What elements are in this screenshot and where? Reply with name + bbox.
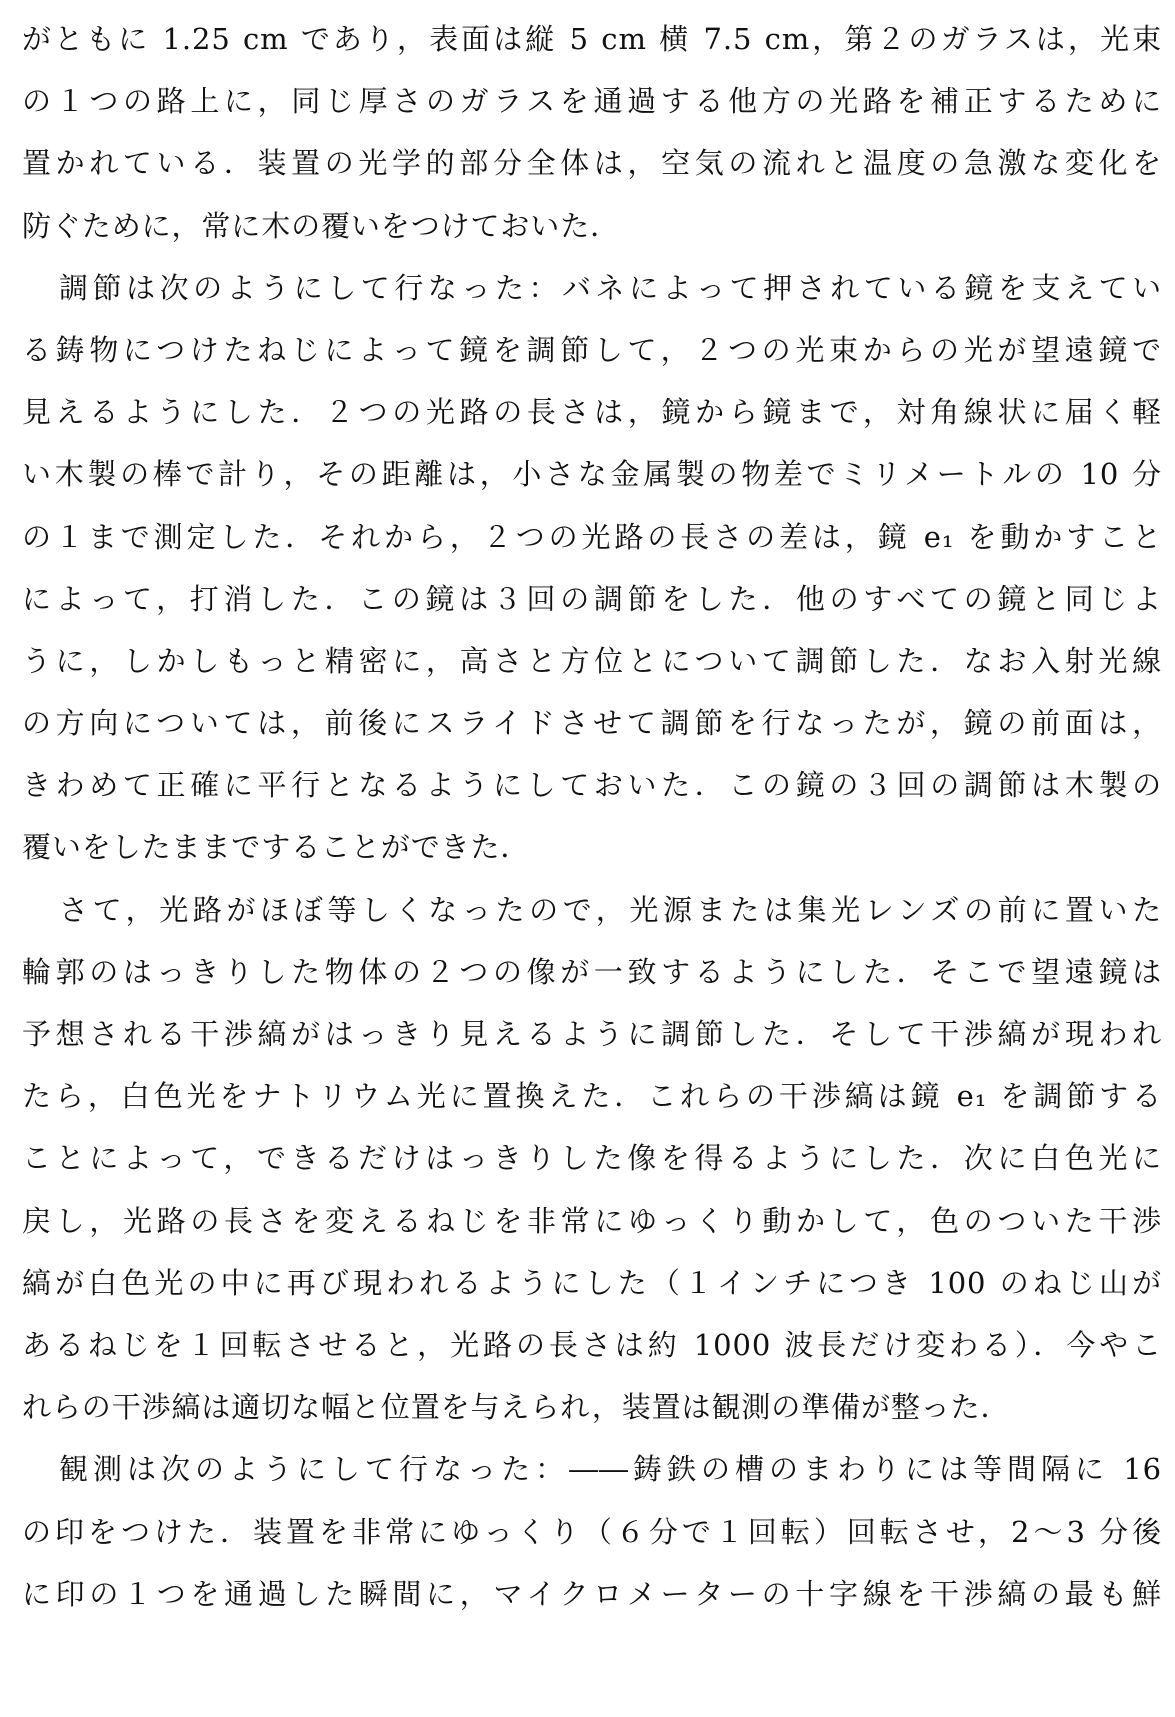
text-line: に印の１つを通過した瞬間に，マイクロメーターの十字線を干渉縞の最も鮮 (22, 1576, 1162, 1611)
text-line: さて，光路がほぼ等しくなったので，光源または集光レンズの前に置いた (59, 892, 1162, 927)
text-line: 輪郭のはっきりした物体の２つの像が一致するようにした．そこで望遠鏡は (22, 954, 1162, 989)
text-line: きわめて正確に平行となるようにしておいた．この鏡の３回の調節は木製の (22, 768, 1162, 803)
text-line: い木製の棒で計り，その距離は，小さな金属製の物差でミリメートルの 10 分 (22, 457, 1162, 492)
text-line: の１まで測定した．それから，２つの光路の長さの差は，鏡 e₁ を動かすこと (22, 519, 1162, 554)
text-line: の１つの路上に，同じ厚さのガラスを通過する他方の光路を補正するために (22, 84, 1162, 119)
text-line: 見えるようにした．２つの光路の長さは，鏡から鏡まで，対角線状に届く軽 (22, 395, 1162, 430)
text-line: 観測は次のようにして行なった：――鋳鉄の槽のまわりには等間隔に 16 (59, 1452, 1162, 1487)
text-line: あるねじを１回転させると，光路の長さは約 1000 波長だけ変わる）．今やこ (22, 1327, 1162, 1362)
text-line: たら，白色光をナトリウム光に置換えた．これらの干渉縞は鏡 e₁ を調節する (22, 1079, 1162, 1114)
text-line: 予想される干渉縞がはっきり見えるように調節した．そして干渉縞が現われ (22, 1017, 1162, 1051)
text-line: れらの干渉縞は適切な幅と位置を与えられ，装置は観測の準備が整った． (22, 1390, 1011, 1425)
text-line: 覆いをしたままですることができた． (22, 830, 531, 865)
document-page (22, 8, 1162, 1625)
paragraph-3 (22, 879, 1162, 1439)
text-line: 防ぐために，常に木の覆いをつけておいた． (22, 208, 621, 243)
text-line: によって，打消した．この鏡は３回の調節をした．他のすべての鏡と同じよ (22, 581, 1162, 616)
text-line: ことによって，できるだけはっきりした像を得るようにした．次に白色光に (22, 1141, 1162, 1176)
text-line: 縞が白色光の中に再び現われるようにした（１インチにつき 100 のねじ山が (22, 1265, 1162, 1300)
text-line: うに，しかしもっと精密に，高さと方位とについて調節した．なお入射光線 (22, 643, 1162, 678)
paragraph-4 (22, 1438, 1162, 1625)
text-line: 戻し，光路の長さを変えるねじを非常にゆっくり動かして，色のついた干渉 (22, 1203, 1162, 1238)
text-line: の方向については，前後にスライドさせて調節を行なったが，鏡の前面は， (22, 706, 1162, 741)
text-line: がともに 1.25 cm であり，表面は縦 5 cm 横 7.5 cm，第２のガラスは，光束 (22, 22, 1162, 56)
paragraph-2 (22, 257, 1162, 879)
paragraph-1 (22, 8, 1162, 257)
text-line: 調節は次のようにして行なった：バネによって押されている鏡を支えてい (59, 270, 1162, 305)
text-line: の印をつけた．装置を非常にゆっくり（６分で１回転）回転させ，2〜3 分後 (22, 1514, 1162, 1549)
text-line: る鋳物につけたねじによって鏡を調節して，２つの光束からの光が望遠鏡で (22, 332, 1162, 367)
text-line: 置かれている．装置の光学的部分全体は，空気の流れと温度の急激な変化を (22, 146, 1162, 181)
